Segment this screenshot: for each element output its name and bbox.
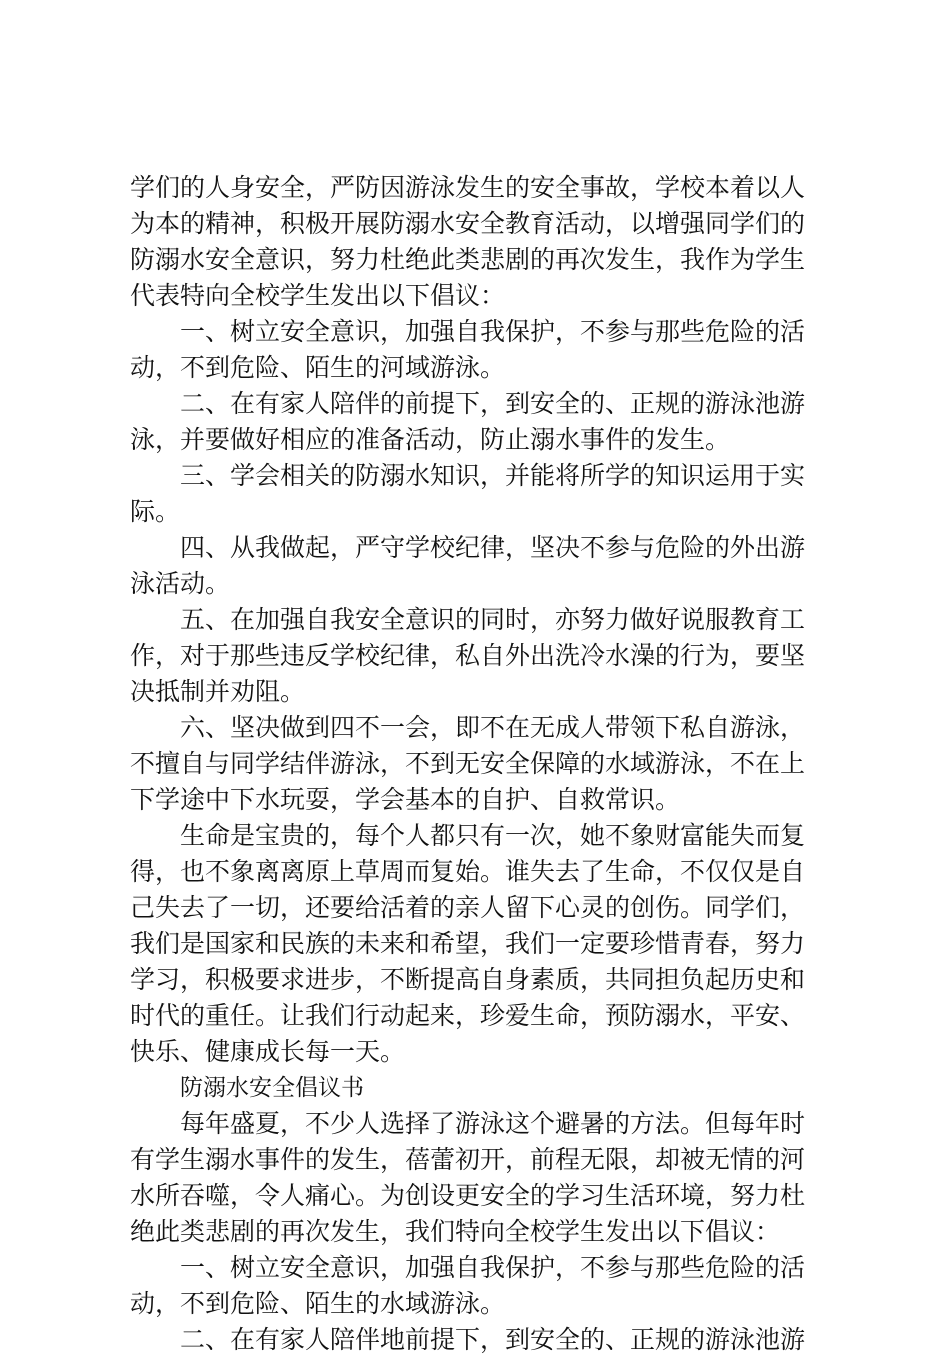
text-line: 不擅自与同学结伴游泳，不到无安全保障的水域游泳，不在上 — [130, 749, 806, 778]
text-line: 防溺水安全意识，努力杜绝此类悲剧的再次发生，我作为学生 — [130, 245, 806, 274]
text-line: 我们是国家和民族的未来和希望，我们一定要珍惜青春，努力 — [130, 929, 806, 958]
text-line: 六、坚决做到四不一会，即不在无成人带领下私自游泳， — [180, 713, 806, 742]
text-line: 己失去了一切，还要给活着的亲人留下心灵的创伤。同学们， — [130, 893, 806, 922]
text-line: 一、树立安全意识，加强自我保护，不参与那些危险的活 — [180, 1253, 806, 1282]
text-line: 水所吞噬，令人痛心。为创设更安全的学习生活环境，努力杜 — [130, 1181, 806, 1210]
text-line: 作，对于那些违反学校纪律，私自外出洗冷水澡的行为，要坚 — [130, 641, 806, 670]
text-line: 为本的精神，积极开展防溺水安全教育活动，以增强同学们的 — [130, 209, 806, 238]
text-line: 决抵制并劝阻。 — [130, 677, 306, 706]
text-line: 泳，并要做好相应的准备活动，防止溺水事件的发生。 — [130, 425, 731, 454]
text-line: 得，也不象离离原上草周而复始。谁失去了生命，不仅仅是自 — [130, 857, 806, 886]
document-body — [130, 170, 830, 1358]
text-line: 际。 — [130, 497, 181, 526]
text-line: 有学生溺水事件的发生，蓓蕾初开，前程无限，却被无情的河 — [130, 1145, 806, 1174]
text-line: 二、在有家人陪伴的前提下，到安全的、正规的游泳池游 — [180, 389, 806, 418]
text-line: 下学途中下水玩耍，学会基本的自护、自救常识。 — [130, 785, 681, 814]
text-line: 五、在加强自我安全意识的同时，亦努力做好说服教育工 — [180, 605, 806, 634]
text-line: 动，不到危险、陌生的水域游泳。 — [130, 1289, 506, 1318]
text-line: 动，不到危险、陌生的河域游泳。 — [130, 353, 506, 382]
text-line: 每年盛夏，不少人选择了游泳这个避暑的方法。但每年时 — [180, 1109, 806, 1138]
text-line: 生命是宝贵的，每个人都只有一次，她不象财富能失而复 — [180, 821, 806, 850]
text-line: 二、在有家人陪伴地前提下，到安全的、正规的游泳池游 — [180, 1325, 806, 1354]
section-title: 防溺水安全倡议书 — [180, 1075, 364, 1101]
text-line: 学们的人身安全，严防因游泳发生的安全事故，学校本着以人 — [130, 173, 806, 202]
text-line: 四、从我做起，严守学校纪律，坚决不参与危险的外出游 — [180, 533, 806, 562]
text-line: 时代的重任。让我们行动起来，珍爱生命，预防溺水，平安、 — [130, 1001, 806, 1030]
text-line: 泳活动。 — [130, 569, 231, 598]
text-line: 代表特向全校学生发出以下倡议： — [130, 281, 506, 310]
text-line: 快乐、健康成长每一天。 — [130, 1037, 406, 1066]
text-line: 学习，积极要求进步，不断提高自身素质，共同担负起历史和 — [130, 965, 806, 994]
text-line: 绝此类悲剧的再次发生，我们特向全校学生发出以下倡议： — [130, 1217, 781, 1246]
text-line: 三、学会相关的防溺水知识，并能将所学的知识运用于实 — [180, 461, 806, 490]
text-line: 一、树立安全意识，加强自我保护，不参与那些危险的活 — [180, 317, 806, 346]
